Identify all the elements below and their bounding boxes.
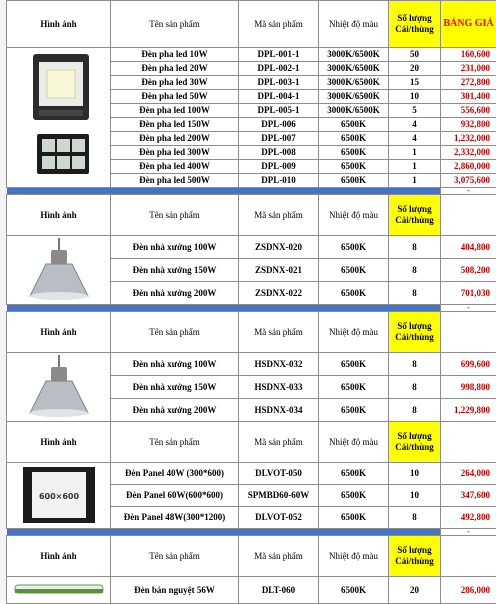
header-color-temp: Nhiệt độ màu: [319, 422, 389, 463]
qty-per-box: 5: [389, 104, 441, 118]
color-temp: 6500K: [319, 463, 389, 485]
product-name: Đèn pha led 200W: [111, 132, 239, 146]
unit-price: 3,075,600: [441, 174, 496, 188]
product-row: [7, 236, 496, 259]
header-color-temp: Nhiệt độ màu: [319, 536, 389, 577]
price-sheet: [6, 0, 496, 604]
product-name: Đèn Panel 40W (300*600): [111, 463, 239, 485]
header-image: Hình ảnh: [7, 312, 111, 353]
qty-per-box: 8: [389, 259, 441, 282]
unit-price: 998,800: [441, 376, 496, 399]
unit-price: 699,600: [441, 353, 496, 376]
section-separator: -: [7, 188, 496, 195]
product-row: [7, 463, 496, 485]
color-temp: 6500K: [319, 376, 389, 399]
product-name: Đèn nhà xưởng 150W: [111, 259, 239, 282]
product-code: ZSDNX-021: [239, 259, 319, 282]
header-price-blank: [441, 422, 496, 463]
qty-per-box: 8: [389, 507, 441, 529]
product-code: DPL-008: [239, 146, 319, 160]
section-separator: -: [7, 305, 496, 312]
color-temp: 6500K: [319, 399, 389, 422]
product-code: ZSDNX-020: [239, 236, 319, 259]
product-code: DPL-001-1: [239, 48, 319, 62]
highbay-lamp-image: [24, 353, 94, 419]
product-code: DPL-005-1: [239, 104, 319, 118]
header-name: Tên sản phẩm: [111, 536, 239, 577]
product-code: HSDNX-032: [239, 353, 319, 376]
product-name: Đèn pha led 400W: [111, 160, 239, 174]
header-name: Tên sản phẩm: [111, 312, 239, 353]
header-qty: Số lượng Cái/thùng: [389, 195, 441, 236]
header-row: [7, 195, 496, 236]
product-name: Đèn Panel 48W(300*1200): [111, 507, 239, 529]
color-temp: 6500K: [319, 282, 389, 305]
panel-size-label: 600×600: [38, 492, 79, 501]
color-temp: 6500K: [319, 259, 389, 282]
header-price: BẢNG GIÁ: [441, 1, 496, 48]
product-row: [7, 577, 496, 604]
product-code: ZSDNX-022: [239, 282, 319, 305]
product-name: Đèn nhà xưởng 200W: [111, 282, 239, 305]
product-code: DLVOT-052: [239, 507, 319, 529]
qty-per-box: 15: [389, 76, 441, 90]
floodlight-image: [11, 50, 107, 184]
unit-price: 556,600: [441, 104, 496, 118]
tube-light-image: [11, 578, 107, 600]
qty-per-box: 8: [389, 399, 441, 422]
color-temp: 6500K: [319, 485, 389, 507]
qty-per-box: 4: [389, 132, 441, 146]
qty-per-box: 8: [389, 282, 441, 305]
product-code: DLVOT-050: [239, 463, 319, 485]
color-temp: 6500K: [319, 132, 389, 146]
unit-price: 286,000: [441, 577, 496, 604]
qty-per-box: 1: [389, 160, 441, 174]
product-name: Đèn pha led 30W: [111, 76, 239, 90]
header-name: Tên sản phẩm: [111, 1, 239, 48]
qty-per-box: 20: [389, 577, 441, 604]
unit-price: 508,200: [441, 259, 496, 282]
unit-price: 160,600: [441, 48, 496, 62]
header-image: Hình ảnh: [7, 536, 111, 577]
color-temp: 3000K/6500K: [319, 48, 389, 62]
product-row: [7, 353, 496, 376]
header-price-blank: [441, 536, 496, 577]
header-image: Hình ảnh: [7, 195, 111, 236]
product-name: Đèn pha led 500W: [111, 174, 239, 188]
color-temp: 3000K/6500K: [319, 76, 389, 90]
product-name: Đèn pha led 300W: [111, 146, 239, 160]
header-code: Mã sản phẩm: [239, 312, 319, 353]
product-code: DPL-003-1: [239, 76, 319, 90]
unit-price: 231,000: [441, 62, 496, 76]
product-image-cell: [7, 48, 111, 188]
product-row: [7, 48, 496, 62]
header-name: Tên sản phẩm: [111, 422, 239, 463]
color-temp: 3000K/6500K: [319, 90, 389, 104]
unit-price: 1,232,000: [441, 132, 496, 146]
highbay-lamp-image: [24, 236, 94, 302]
product-name: Đèn pha led 20W: [111, 62, 239, 76]
qty-per-box: 8: [389, 376, 441, 399]
unit-price: 492,800: [441, 507, 496, 529]
product-name: Đèn nhà xưởng 100W: [111, 236, 239, 259]
header-qty: Số lượng Cái/thùng: [389, 422, 441, 463]
color-temp: 3000K/6500K: [319, 104, 389, 118]
header-code: Mã sản phẩm: [239, 195, 319, 236]
product-name: Đèn Panel 60W(600*600): [111, 485, 239, 507]
header-row: [7, 312, 496, 353]
product-name: Đèn pha led 150W: [111, 118, 239, 132]
header-image: Hình ảnh: [7, 422, 111, 463]
qty-per-box: 1: [389, 146, 441, 160]
product-image-cell: [7, 353, 111, 422]
qty-per-box: 10: [389, 485, 441, 507]
product-name: Đèn pha led 50W: [111, 90, 239, 104]
color-temp: 6500K: [319, 577, 389, 604]
product-image-cell: [7, 463, 111, 529]
header-qty: Số lượng Cái/thùng: [389, 312, 441, 353]
unit-price: 347,600: [441, 485, 496, 507]
header-price-blank: [441, 312, 496, 353]
product-code: HSDNX-033: [239, 376, 319, 399]
product-name: Đèn nhà xưởng 200W: [111, 399, 239, 422]
color-temp: 3000K/6500K: [319, 62, 389, 76]
product-code: DPL-006: [239, 118, 319, 132]
header-row: [7, 536, 496, 577]
header-qty: Số lượng Cái/thùng: [389, 536, 441, 577]
unit-price: 404,800: [441, 236, 496, 259]
product-code: HSDNX-034: [239, 399, 319, 422]
header-price-blank: [441, 195, 496, 236]
unit-price: 272,800: [441, 76, 496, 90]
color-temp: 6500K: [319, 160, 389, 174]
qty-per-box: 20: [389, 62, 441, 76]
header-color-temp: Nhiệt độ màu: [319, 1, 389, 48]
product-code: DPL-009: [239, 160, 319, 174]
header-name: Tên sản phẩm: [111, 195, 239, 236]
qty-per-box: 8: [389, 236, 441, 259]
product-code: DPL-002-1: [239, 62, 319, 76]
header-row: [7, 1, 496, 48]
qty-per-box: 4: [389, 118, 441, 132]
product-name: Đèn nhà xưởng 100W: [111, 353, 239, 376]
product-code: DPL-007: [239, 132, 319, 146]
product-image-cell: [7, 577, 111, 604]
product-code: DLT-060: [239, 577, 319, 604]
color-temp: 6500K: [319, 174, 389, 188]
unit-price: 301,400: [441, 90, 496, 104]
header-color-temp: Nhiệt độ màu: [319, 312, 389, 353]
unit-price: 2,332,000: [441, 146, 496, 160]
product-name: Đèn nhà xưởng 150W: [111, 376, 239, 399]
unit-price: 932,800: [441, 118, 496, 132]
header-image: Hình ảnh: [7, 1, 111, 48]
product-name: Đèn pha led 10W: [111, 48, 239, 62]
color-temp: 6500K: [319, 236, 389, 259]
header-row: [7, 422, 496, 463]
header-code: Mã sản phẩm: [239, 422, 319, 463]
color-temp: 6500K: [319, 507, 389, 529]
qty-per-box: 50: [389, 48, 441, 62]
product-name: Đèn pha led 100W: [111, 104, 239, 118]
product-code: DPL-010: [239, 174, 319, 188]
qty-per-box: 8: [389, 353, 441, 376]
product-code: DPL-004-1: [239, 90, 319, 104]
qty-per-box: 1: [389, 174, 441, 188]
qty-per-box: 10: [389, 90, 441, 104]
color-temp: 6500K: [319, 146, 389, 160]
header-code: Mã sản phẩm: [239, 1, 319, 48]
product-code: SPMBD60-60W: [239, 485, 319, 507]
unit-price: 701,030: [441, 282, 496, 305]
color-temp: 6500K: [319, 118, 389, 132]
color-temp: 6500K: [319, 353, 389, 376]
product-image-cell: [7, 236, 111, 305]
section-separator: -: [7, 529, 496, 536]
header-color-temp: Nhiệt độ màu: [319, 195, 389, 236]
unit-price: 2,860,000: [441, 160, 496, 174]
qty-per-box: 10: [389, 463, 441, 485]
header-code: Mã sản phẩm: [239, 536, 319, 577]
panel-light-image: [19, 464, 99, 526]
header-qty: Số lượng Cái/thùng: [389, 1, 441, 48]
unit-price: 264,000: [441, 463, 496, 485]
product-name: Đèn bán nguyệt 56W: [111, 577, 239, 604]
unit-price: 1,229,800: [441, 399, 496, 422]
